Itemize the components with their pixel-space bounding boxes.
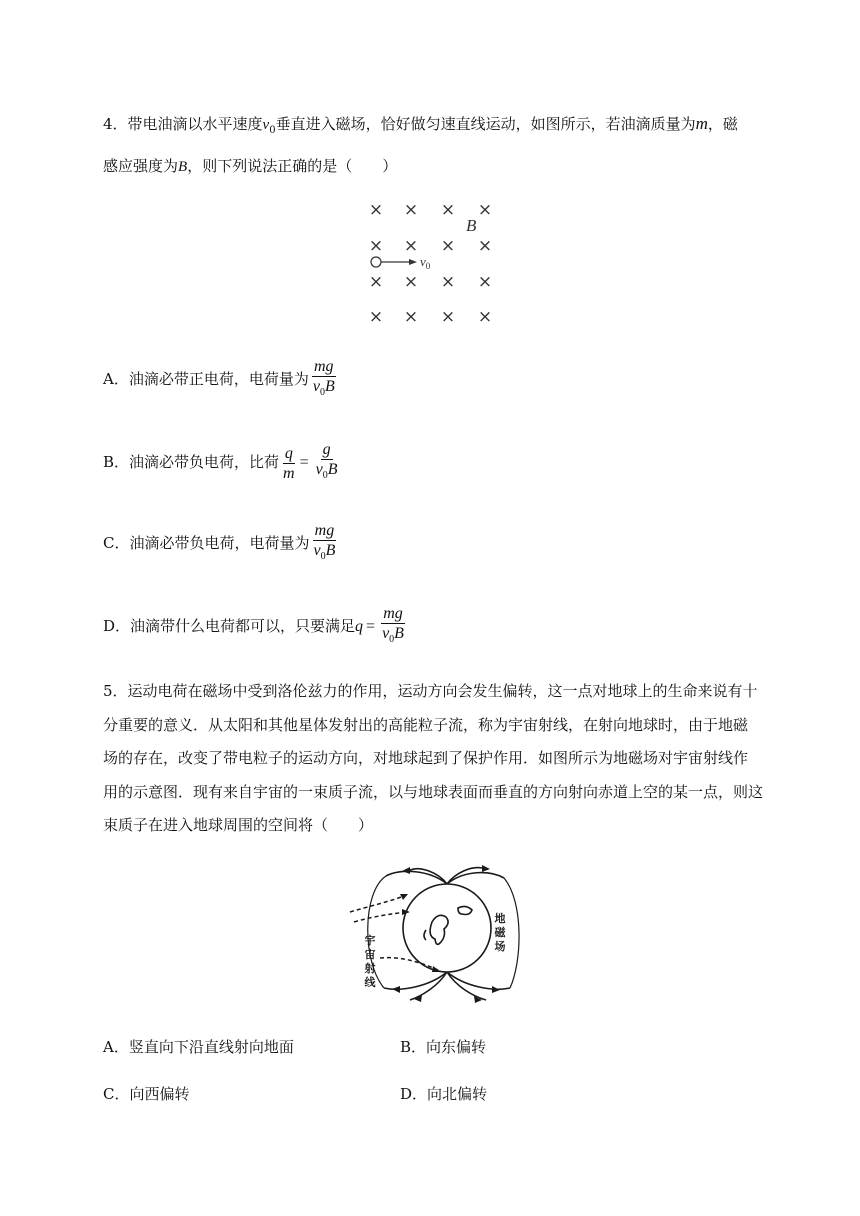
field-cross: × [477, 307, 493, 327]
q5-option-a[interactable]: A．竖直向下沿直线射向地面 [103, 1038, 294, 1056]
arrow-head [432, 966, 441, 972]
q4-v0-symbol: v [262, 117, 270, 133]
option-a-fraction: $\frac{mg}{v_0B}$ [312, 358, 335, 399]
option-d-text: D．油滴带什么电荷都可以，只要满足 [103, 617, 356, 635]
continent-shape [458, 906, 472, 914]
continent-shape [424, 930, 426, 940]
option-b-fraction-2: $\frac{g}{v_0B}$ [315, 441, 338, 482]
field-cross: × [440, 307, 456, 327]
cosmic-ray-label-char: 射 [364, 962, 376, 975]
cosmic-ray-path [350, 896, 404, 912]
field-line [386, 871, 447, 884]
q5-line-1: 5．运动电荷在磁场中受到洛伦兹力的作用，运动方向会发生偏转，这一点对地球上的生命来说有十 [103, 682, 758, 700]
oil-drop-circle [371, 257, 381, 267]
q4-v0-subscript: 0 [269, 125, 276, 136]
q4-option-c[interactable] [103, 521, 337, 567]
q5-line-3: 场的存在，改变了带电粒子的运动方向，对地球起到了保护作用．如图所示为地磁场对宇宙射线作 [103, 749, 749, 767]
q5-stem [103, 675, 763, 843]
cosmic-ray-path [354, 912, 406, 922]
field-line [447, 873, 504, 884]
field-label-B: B [466, 216, 477, 235]
q4-field-symbol: B [178, 159, 188, 175]
q4-option-a[interactable] [103, 357, 337, 403]
q5-option-b[interactable]: B．向东偏转 [400, 1038, 487, 1056]
q4-option-b[interactable] [103, 440, 340, 486]
velocity-arrow-head [409, 259, 417, 265]
field-cross: × [440, 236, 456, 256]
q4-option-d[interactable] [103, 604, 406, 650]
q4-stem-text-a: 4．带电油滴以水平速度 [103, 115, 263, 133]
field-cross: × [440, 272, 456, 292]
q4-magnetic-field-figure [360, 195, 510, 330]
option-c-text: C．油滴必带负电荷，电荷量为 [103, 534, 310, 552]
velocity-label: $v_0$ [420, 254, 431, 271]
option-b-fraction-1: $\frac{q}{m}$ [283, 444, 295, 482]
field-cross: × [477, 200, 493, 220]
q4-stem-line-1 [103, 114, 738, 141]
field-cross: × [403, 236, 419, 256]
q4-stem-line-2 [103, 156, 397, 177]
field-line [447, 868, 482, 884]
q4-mass-symbol: m [695, 114, 708, 133]
q4-stem-text-c: ，磁 [707, 115, 738, 133]
field-cross: × [403, 272, 419, 292]
field-cross: × [368, 307, 384, 327]
q5-line-2: 分重要的意义．从太阳和其他星体发射出的高能粒子流，称为宇宙射线，在射向地球时，由于地磁 [103, 715, 749, 734]
cosmic-ray-label-char: 宇 [364, 934, 376, 947]
option-b-equals: = [299, 454, 309, 471]
geomagnetic-label-char: 地 [494, 912, 506, 925]
q5-geomagnetic-figure [340, 862, 525, 1012]
field-cross: × [368, 200, 384, 220]
q5-option-c[interactable]: C．向西偏转 [103, 1085, 190, 1103]
field-line-outer-right [504, 878, 519, 988]
field-cross: × [440, 200, 456, 220]
option-d-fraction: $\frac{mg}{v_0B}$ [382, 605, 404, 646]
arrow-head [392, 986, 400, 993]
q5-option-d[interactable]: D．向北偏转 [400, 1085, 488, 1103]
field-line [447, 972, 510, 989]
arrow-head [400, 894, 408, 900]
continent-shape [430, 915, 448, 944]
q5-line-5: 束质子在进入地球周围的空间将（ ） [103, 816, 374, 834]
arrow-head [402, 867, 410, 874]
field-cross: × [477, 236, 493, 256]
field-cross: × [477, 272, 493, 292]
option-c-fraction: $\frac{mg}{v_0B}$ [313, 522, 336, 563]
cosmic-ray-label-char: 线 [364, 976, 376, 989]
field-cross: × [403, 307, 419, 327]
geomagnetic-label-char: 场 [494, 940, 506, 953]
field-line [384, 972, 447, 989]
arrow-head [492, 986, 500, 993]
option-b-text: B．油滴必带负电荷，比荷 [103, 453, 280, 471]
cosmic-ray-label-char: 宙 [364, 948, 376, 961]
arrow-head [482, 865, 490, 872]
option-d-q: q [355, 618, 364, 635]
field-cross: × [403, 200, 419, 220]
q4-stem-text-d: 感应强度为 [103, 157, 179, 175]
q4-stem-text-e: ，则下列说法正确的是（ ） [187, 157, 398, 175]
q4-stem-text-b: 垂直进入磁场，恰好做匀速直线运动，如图所示，若油滴质量为 [275, 115, 696, 133]
option-a-text: A．油滴必带正电荷，电荷量为 [103, 370, 309, 388]
option-d-equals: = [366, 618, 376, 635]
field-cross: × [368, 236, 384, 256]
field-cross: × [368, 272, 384, 292]
q5-line-4: 用的示意图．现有来自宇宙的一束质子流，以与地球表面而垂直的方向射向赤道上空的某一点，则这 [103, 782, 764, 801]
earth-circle [403, 884, 491, 972]
geomagnetic-label-char: 磁 [494, 926, 506, 939]
